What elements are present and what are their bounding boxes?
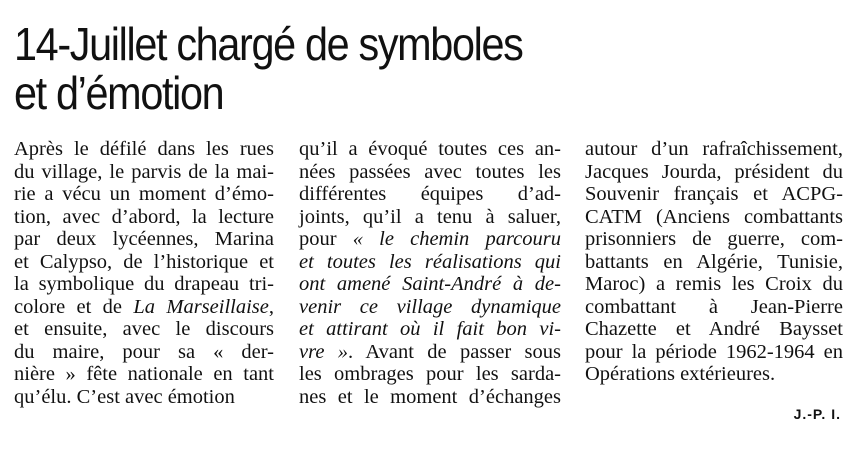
quote-italic: « le chemin parcouru (352, 228, 561, 250)
text-line: battants en Algérie, Tunisie, (585, 250, 843, 273)
quote-line: ont amené Saint-André à de- (299, 273, 561, 295)
quote-italic: vre » (299, 340, 349, 363)
article-column-2 (299, 138, 561, 408)
text-line: qu’élu. C’est avec émotion (14, 385, 235, 408)
text-line: Opérations extérieures. (585, 363, 776, 385)
author-signature: J.-P. I. (793, 406, 841, 422)
article-headline (14, 20, 752, 118)
text-line: prisonniers de guerre, com- (585, 228, 843, 250)
text-line: CATM (Anciens combattants (585, 205, 843, 228)
article-column-1 (14, 138, 274, 408)
text-line: Après le défilé dans les rues (14, 138, 274, 160)
text-line: du maire, pour sa « der- (14, 340, 274, 363)
text-line-mixed (299, 228, 561, 251)
text-line: Jacques Jourda, président du (585, 160, 843, 183)
text-line: joints, qu’il a tenu à saluer, (299, 205, 561, 228)
quote-line: et attirant où il fait bon vi- (299, 318, 561, 340)
quote-line: venir ce village dynamique (299, 295, 561, 318)
headline-line-2: et d’émotion (14, 67, 224, 119)
text-line: et ensuite, avec le discours (14, 318, 274, 340)
text-roman: colore et de (14, 295, 134, 318)
text-line: Souvenir français et ACPG- (585, 183, 843, 205)
text-line: nées passées avec toutes les (299, 160, 561, 183)
text-line: Chazette et André Baysset (585, 318, 843, 340)
text-line: la symbolique du drapeau tri- (14, 273, 274, 295)
text-line: pour la période 1962-1964 en (585, 340, 843, 363)
text-line: du village, le parvis de la mai- (14, 160, 274, 183)
text-line: et Calypso, de l’historique et (14, 250, 274, 273)
headline-line-1: 14-Juillet chargé de symboles (14, 18, 523, 70)
text-line: autour d’un rafraîchissement, (585, 138, 843, 160)
text-line: tion, avec d’abord, la lecture (14, 205, 274, 228)
text-roman: , (268, 295, 274, 318)
text-line: par deux lycéennes, Marina (14, 228, 274, 250)
text-roman: pour (299, 228, 353, 250)
text-line: différentes équipes d’ad- (299, 183, 561, 205)
text-line: qu’il a évoqué toutes ces an- (299, 138, 561, 160)
text-line: les ombrages pour les sarda- (299, 363, 561, 385)
text-line-mixed (14, 296, 274, 319)
text-line: nes et le moment d’échanges (299, 385, 561, 408)
text-line: nière » fête nationale en tant (14, 363, 274, 385)
quote-line: et toutes les réalisations qui (299, 250, 561, 273)
text-line: combattant à Jean-Pierre (585, 295, 843, 318)
text-line: Maroc) a remis les Croix du (585, 273, 843, 295)
article-column-3 (585, 138, 843, 386)
text-roman: . Avant de passer sous (348, 340, 561, 363)
text-line-mixed (299, 341, 561, 364)
text-line: rie a vécu un moment d’émo- (14, 183, 274, 205)
text-italic-title: La Marseillaise (133, 295, 269, 318)
